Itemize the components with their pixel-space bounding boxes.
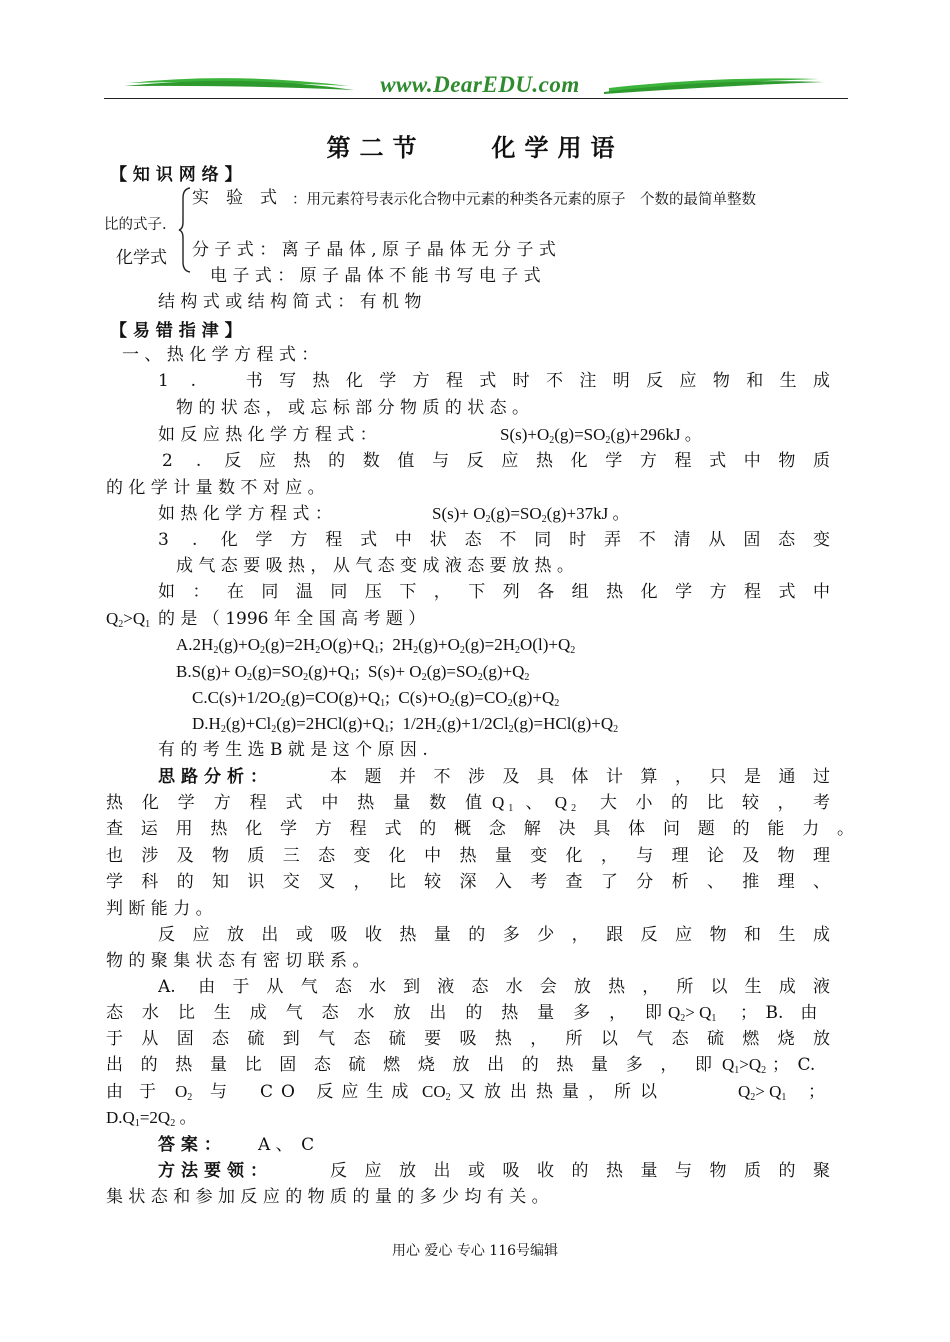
- answer-value: A 、 C: [258, 1135, 315, 1155]
- method-label: 方法要领：: [158, 1161, 273, 1181]
- analysis-line-9: A. 由于从气态水到液态水会放热，所以生成液: [158, 977, 830, 997]
- point-3: 3 . 化学方程式中状态不同时弄不清从固态变: [158, 530, 830, 550]
- analysis-line-4: 也涉及物质三态变化中热量变化，与理论及物理: [106, 846, 830, 866]
- analysis-line-13c: 又放出热量，所以: [458, 1082, 666, 1102]
- option-c[interactable]: $C.C(s)+1/2O_2(g)=CO(g)+Q_1$; $C(s)+O_2(g)=CO_2(g)+Q_2$: [192, 688, 560, 709]
- q-condition: $Q_2>Q_1$: [106, 609, 151, 630]
- knowledge-heading: 【 知 识 网 络 】: [110, 165, 242, 185]
- analysis-line-5: 学科的知识交叉，比较深入考查了分析、推理、: [106, 872, 830, 892]
- subsection-title: 一 、 热 化 学 方 程 式 ：: [122, 345, 319, 365]
- q2-gt-q1-b: $Q_2> Q_1$: [738, 1082, 787, 1103]
- header-rule: [104, 98, 848, 99]
- empirical-formula-def: ：用元素符号表示化合物中元素的种类各元素的原子 个数的最简单整数: [292, 192, 756, 208]
- page-footer: 用心 爱心 专心 116号编辑: [391, 1243, 559, 1259]
- electronic-formula: 电 子 式 ： 原 子 晶 体 不 能 书 写 电 子 式: [210, 266, 541, 286]
- q2-gt-q1-a: $Q_2> Q_1$: [668, 1003, 717, 1024]
- point-1: 1 . 书写热化学方程式时不注明反应物和生成: [158, 371, 830, 391]
- site-logo: www.DearEDU.com: [380, 72, 580, 97]
- point-2: 2 . 反应热的数值与反应热化学方程式中物质: [162, 451, 830, 471]
- analysis-line-2b: 大小的比较，考: [600, 793, 830, 813]
- analysis-line-10a: 态水比生成气态水放出的热量多，即: [106, 1003, 662, 1023]
- point-3-cont: 成 气 态 要 吸 热 ， 从 气 态 变 成 液 态 要 放 热 。: [176, 556, 574, 576]
- answer-label: 答 案 ：: [158, 1135, 221, 1155]
- analysis-line-13b: 与 CO 反应生成: [210, 1082, 417, 1102]
- q1-gt-q2: $Q_1>Q_2$: [722, 1055, 767, 1076]
- example-1-label: 如 反 应 热 化 学 方 程 式 ：: [158, 425, 377, 445]
- errors-heading: 【 易 错 指 津 】: [110, 321, 242, 341]
- analysis-line-12a: 出的热量比固态硫燃烧放出的热量多，即: [106, 1055, 712, 1075]
- page-title: 第二节 化学用语: [326, 133, 624, 162]
- option-b[interactable]: $B.S(g)+ O_2(g)=SO_2(g)+Q_1$; $S(s)+ O_2(g)=SO_2(g)+Q_2$: [176, 662, 530, 683]
- analysis-line-13d: ；: [808, 1082, 825, 1102]
- co2-formula: $CO_2$: [422, 1082, 451, 1103]
- equation-1: $S(s)+O_2(g)=SO_2(g)+296kJ$ 。: [500, 425, 702, 446]
- q1-q2: $Q_1$ 、 $Q_2$: [492, 793, 581, 814]
- analysis-label: 思路分析：: [158, 767, 273, 787]
- equation-2: $S(s)+ O_2(g)=SO_2(g)+37kJ$ 。: [432, 504, 630, 525]
- structural-formula: 结 构 式 或 结 构 简 式 ： 有 机 物: [158, 292, 422, 312]
- analysis-line-12b: ； C.: [772, 1055, 816, 1075]
- example-2-label: 如 热 化 学 方 程 式 ：: [158, 504, 332, 524]
- analysis-line-1: 本题并不涉及具体计算，只是通过: [330, 767, 830, 787]
- option-a[interactable]: $A.2H_2(g)+O_2(g)=2H_2O(g)+Q_1$; $2H_2(g)+O_2(g)=2H_2O(l)+Q_2$: [176, 635, 576, 656]
- analysis-line-6: 判 断 能 力 。: [106, 899, 213, 919]
- analysis-line-7: 反应放出或吸收热量的多少，跟反应物和生成: [158, 925, 830, 945]
- point-2-cont: 的 化 学 计 量 数 不 对 应 。: [106, 478, 325, 498]
- brace-icon: [178, 186, 192, 274]
- o2-formula: $O_2$: [175, 1082, 193, 1103]
- method-line-1: 反应放出或吸收的热量与物质的聚: [330, 1161, 830, 1181]
- method-line-2: 集 状 态 和 参 加 反 应 的 物 质 的 量 的 多 少 均 有 关 。: [106, 1187, 549, 1207]
- option-d[interactable]: $D.H_2(g)+Cl_2(g)=2HCl(g)+Q_1$; $1/2H_2(g)+1/2Cl_2(g)=HCl(g)+Q_2$: [192, 714, 619, 735]
- chemical-formula-label: 化学式: [116, 248, 167, 268]
- option-d-relation: $D.Q_1=2Q_2$ 。: [106, 1108, 197, 1129]
- empirical-formula-term: 实 验 式: [192, 188, 277, 208]
- analysis-line-3: 查运用热化学方程式的概念解决具体问题的能力。: [106, 819, 854, 839]
- analysis-line-2a: 热化学方程式中热量数值: [106, 793, 482, 813]
- common-mistake-note: 有 的 考 生 选 B 就 是 这 个 原 因 .: [158, 740, 428, 760]
- empirical-formula-def-cont: 比的式子.: [104, 217, 167, 233]
- question-stem: 如：在同温同压下，下列各组热化学方程式中: [158, 582, 830, 602]
- question-source: 的 是 （ 1996 年 全 国 高 考 题 ）: [158, 609, 426, 629]
- analysis-line-13a: 由于: [106, 1082, 156, 1102]
- analysis-line-10b: ； B. 由: [740, 1003, 818, 1023]
- molecular-formula: 分 子 式 ： 离 子 晶 体 , 原 子 晶 体 无 分 子 式: [192, 240, 556, 260]
- analysis-line-8: 物 的 聚 集 状 态 有 密 切 联 系 。: [106, 951, 370, 971]
- analysis-line-11: 于从固态硫到气态硫要吸热，所以气态硫燃烧放: [106, 1029, 830, 1049]
- point-1-cont: 物 的 状 态 ， 或 忘 标 部 分 物 质 的 状 态 。: [176, 398, 530, 418]
